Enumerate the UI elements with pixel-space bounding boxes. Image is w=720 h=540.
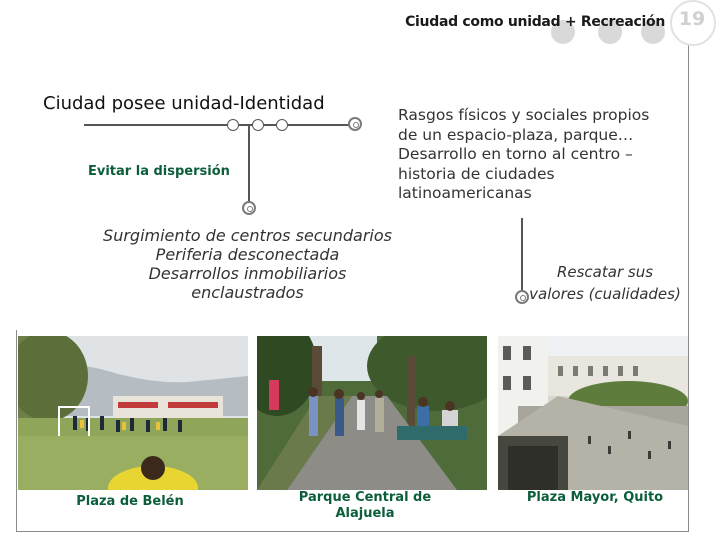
dispersion-text: Evitar la dispersión bbox=[88, 164, 230, 179]
rasgos-line: de un espacio-plaza, parque… bbox=[398, 125, 634, 144]
rescatar-line: Rescatar sus bbox=[556, 263, 654, 281]
frame-bottom-line bbox=[16, 531, 689, 532]
dispersion-connector-line bbox=[248, 124, 250, 208]
surgimiento-text-block bbox=[80, 226, 415, 302]
slide-title: Ciudad como unidad + Recreación bbox=[405, 14, 665, 30]
parque-alajuela-image bbox=[257, 336, 487, 490]
rasgos-line: historia de ciudades bbox=[398, 164, 555, 183]
connector-node-3 bbox=[276, 119, 288, 131]
surgimiento-line: Surgimiento de centros secundarios bbox=[103, 226, 392, 245]
caption-parque-alajuela bbox=[290, 490, 440, 522]
rasgos-line: Rasgos físicos y sociales propios bbox=[398, 106, 650, 124]
rescatar-text-block bbox=[505, 261, 705, 305]
plaza-quito-image bbox=[498, 336, 688, 490]
identity-end-node bbox=[348, 117, 362, 131]
rasgos-line: Desarrollo en torno al centro – bbox=[398, 145, 633, 163]
rasgos-text-block bbox=[398, 106, 698, 204]
connector-node-2 bbox=[252, 119, 264, 131]
page-number: 19 bbox=[678, 8, 706, 30]
plaza-belen-image bbox=[18, 336, 248, 490]
frame-left-line bbox=[16, 330, 17, 532]
caption-line: Alajuela bbox=[335, 506, 395, 521]
photo-parque-alajuela bbox=[257, 336, 487, 490]
caption-line: Parque Central de bbox=[298, 490, 432, 505]
identity-connector-line bbox=[84, 124, 354, 126]
rescatar-line: valores (cualidades) bbox=[529, 285, 681, 303]
connector-node-1 bbox=[227, 119, 239, 131]
caption-plaza-quito: Plaza Mayor, Quito bbox=[526, 490, 664, 505]
dispersion-end-node bbox=[242, 201, 256, 215]
surgimiento-line: enclaustrados bbox=[191, 283, 304, 302]
caption-plaza-belen: Plaza de Belén bbox=[76, 494, 184, 509]
photo-plaza-belen bbox=[18, 336, 248, 490]
surgimiento-line: Periferia desconectada bbox=[155, 245, 340, 264]
identity-text: Ciudad posee unidad-Identidad bbox=[43, 93, 325, 114]
rasgos-line: latinoamericanas bbox=[398, 184, 532, 202]
surgimiento-line: Desarrollos inmobiliarios bbox=[148, 264, 347, 283]
photo-plaza-quito bbox=[498, 336, 688, 490]
